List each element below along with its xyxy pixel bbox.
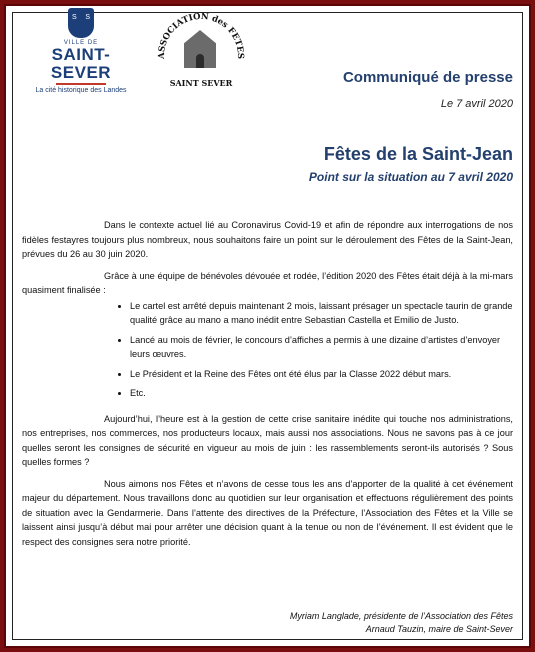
list-item: • Le Président et la Reine des Fêtes ont été élus par la Classe 2022 début mars. (130, 367, 513, 382)
communique-label: Communiqué de presse (342, 69, 513, 86)
signature-block (290, 610, 513, 636)
signature-mayor: Arnaud Tauzin, maire de Saint-Sever (365, 624, 513, 634)
paragraph-crisis: Aujourd’hui, l’heure est à la gestion de cette crise sanitaire inédite qui touche nos administrations, nos entreprises, nos commerces, nos producteurs locaux, mais aussi nos associations. Nous ne savons pas à ce jour quelles seront les consignes de sécurité en vigueur au mois de juin : les rassemblements seront-ils autorisés ? Sous quelles formes ? (22, 413, 513, 467)
city-shield-icon (68, 8, 94, 38)
ville-de-label: VILLE DE (63, 40, 99, 46)
signature-president: Myriam Langlade, présidente de l’Association des Fêtes (289, 611, 513, 621)
list-item: • Lancé au mois de février, le concours d’affiches a permis à une dizaine d’artistes d’envoyer leurs œuvres. (130, 333, 513, 362)
city-name: SAINT-SEVER (50, 45, 112, 82)
asso-bottom-text: SAINT SEVER (169, 78, 233, 88)
paragraph-team: Grâce à une équipe de bénévoles dévouée et rodée, l’édition 2020 des Fêtes était déjà à la mi-mars quasiment finalisée : (22, 270, 513, 295)
page-frame (4, 4, 531, 648)
page-title: Fêtes de la Saint-Jean (323, 144, 513, 164)
release-date: Le 7 avril 2020 (440, 98, 513, 110)
city-tagline: La cité historique des Landes (35, 87, 127, 94)
document-body (22, 218, 513, 556)
logo-underline (56, 83, 106, 85)
ville-saint-sever-logo (22, 8, 140, 94)
list-item: • Le cartel est arrêté depuis maintenant 2 mois, laissant présager un spectacle taurin de grande qualité grâce au mano a mano inédit entre Sebastian Castella et Emilio de Justo. (130, 299, 513, 328)
shield-letter-left: S (72, 14, 77, 21)
svg-text:ASSOCIATION des FETES: ASSOCIATION des FETES (156, 11, 246, 60)
church-door-icon (196, 54, 204, 68)
association-des-fetes-logo (156, 8, 246, 90)
paragraph-context: Dans le contexte actuel lié au Coronavirus Covid-19 et afin de répondre aux interrogations de nos fidèles festayres toujours plus nombreux, nous souhaitons faire un point sur le déroulement des Fêtes de la Saint-Jean, prévues du 26 au 30 juin 2020. (22, 220, 513, 259)
list-item: • Etc. (130, 386, 513, 401)
page-subtitle: Point sur la situation au 7 avril 2020 (308, 170, 513, 184)
shield-letter-right: S (85, 14, 90, 21)
bullet-list (22, 299, 513, 401)
paragraph-commitment: Nous aimons nos Fêtes et n’avons de cesse tous les ans d’apporter de la qualité à cet événement majeur du département. Nous travaillons donc au quotidien sur leur organisation et effectuons régulièrement des points de situation avec la Gendarmerie. Dans l’attente des directives de la Préfecture, l’Association des Fêtes et la Ville se laissent ainsi jusqu’à début mai pour arrêter une décision quant à la tenue ou non de l’événement. Il est évident que le respect des consignes sera notre priorité. (22, 478, 513, 547)
